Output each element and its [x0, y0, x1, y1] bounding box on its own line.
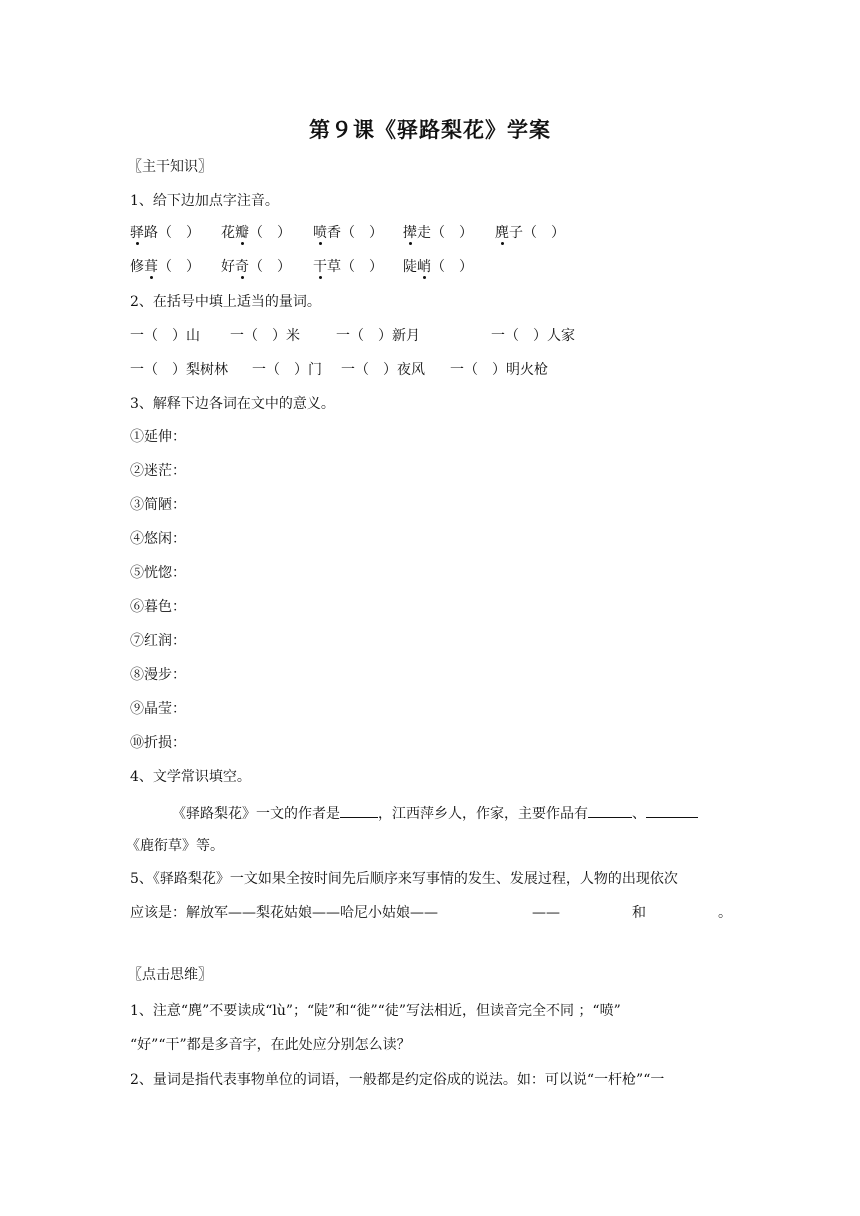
section-heading-thinking: 〖点击思维〗 — [128, 967, 212, 983]
pinyin-item: 驿路（ ） — [130, 225, 200, 241]
definition-item: ⑨晶莹： — [130, 701, 186, 717]
tip-2-line-1: 2、量词是指代表事物单位的词语，一般都是约定俗成的说法。如：可以说“一杆枪”“一 — [130, 1072, 665, 1088]
measure-item: 一（ ）门 — [252, 362, 322, 378]
definition-item: ④悠闲： — [130, 531, 186, 547]
definition-item: ①延伸： — [130, 429, 186, 445]
definition-item: ⑧漫步： — [130, 667, 186, 683]
definition-item: ③简陋： — [130, 497, 186, 513]
literature-fill-line-1: 《驿路梨花》一文的作者是 ，江西萍乡人，作家，主要作品有 、 — [172, 803, 698, 824]
measure-item: 一（ ）米 — [230, 328, 300, 344]
page-title: 第９课《驿路梨花》学案 — [309, 118, 551, 142]
measure-item: 一（ ）明火枪 — [450, 362, 548, 378]
answer-blank[interactable] — [646, 803, 698, 818]
section-heading-main-knowledge: 〖主干知识〗 — [128, 159, 212, 175]
measure-item: 一（ ）新月 — [336, 328, 420, 344]
measure-item: 一（ ）山 — [130, 328, 200, 344]
definition-item: ②迷茫： — [130, 463, 186, 479]
definition-item: ⑥暮色： — [130, 599, 186, 615]
pinyin-item: 麂子（ ） — [495, 225, 565, 241]
pinyin-item: 喷香（ ） — [313, 225, 383, 241]
literature-fill-line-2: 《鹿衔草》等。 — [126, 838, 224, 854]
definition-item: ⑤恍惚： — [130, 565, 186, 581]
question-1-prompt: 1、给下边加点字注音。 — [130, 193, 279, 209]
pinyin-item: 花瓣（ ） — [221, 225, 291, 241]
measure-item: 一（ ）人家 — [491, 328, 575, 344]
pinyin-item: 修葺（ ） — [130, 259, 200, 275]
measure-item: 一（ ）梨树林 — [130, 362, 228, 378]
question-4-prompt: 4、文学常识填空。 — [130, 769, 251, 785]
measure-item: 一（ ）夜风 — [341, 362, 425, 378]
answer-blank[interactable] — [588, 803, 632, 818]
question-5-line-1: 5、《驿路梨花》一文如果全按时间先后顺序来写事情的发生、发展过程，人物的出现依次 — [130, 871, 678, 887]
question-2-prompt: 2、在括号中填上适当的量词。 — [130, 294, 321, 310]
tip-1-line-2: “好”“干”都是多音字，在此处应分别怎么读？ — [130, 1037, 411, 1053]
answer-blank[interactable] — [340, 803, 378, 818]
pinyin-item: 撵走（ ） — [403, 225, 473, 241]
definition-item: ⑩折损： — [130, 735, 186, 751]
definition-item: ⑦红润： — [130, 633, 186, 649]
pinyin-item: 干草（ ） — [313, 259, 383, 275]
tip-1-line-1: 1、注意“麂”不要读成“lù”；“陡”和“徙”“徒”写法相近，但读音完全不同 ；“喷” — [130, 1003, 621, 1019]
question-5-line-2: 应该是：解放军——梨花姑娘——哈尼小姑娘—— —— 和 。 — [130, 905, 732, 921]
question-3-prompt: 3、解释下边各词在文中的意义。 — [130, 396, 335, 412]
pinyin-item: 陡峭（ ） — [403, 259, 473, 275]
pinyin-item: 好奇（ ） — [221, 259, 291, 275]
